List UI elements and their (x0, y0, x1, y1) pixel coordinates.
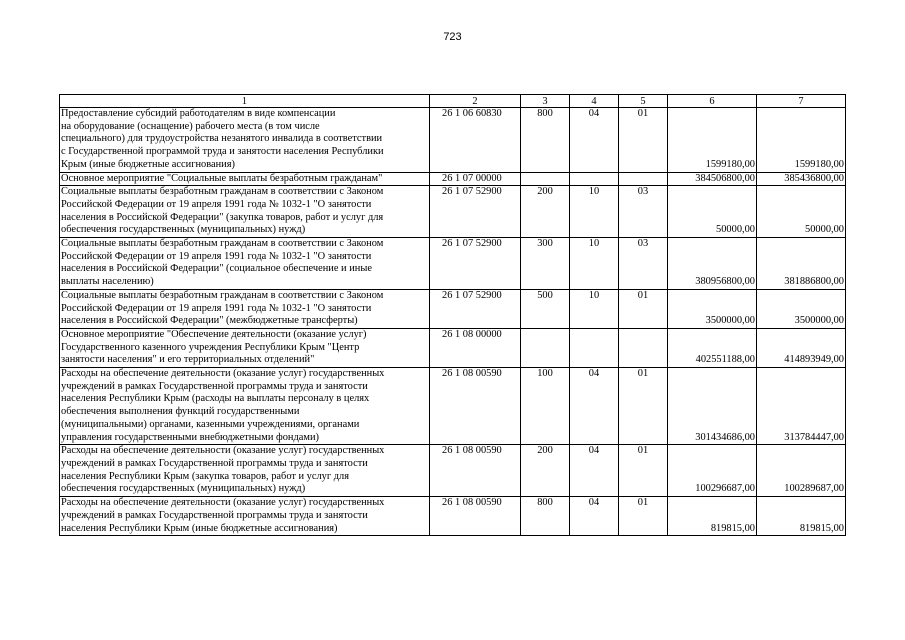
description-cell: Расходы на обеспечение деятельности (оказание услуг) государственных учреждений в рамках Государственной программы труда и занятости населения Республики Крым (иные бюджетные ассигнования) (60, 497, 430, 536)
amount-year1-cell: 50000,00 (668, 186, 757, 238)
expense-type-cell: 800 (521, 497, 570, 536)
subsection-cell: 01 (619, 289, 668, 328)
budget-code-cell: 26 1 07 00000 (430, 172, 521, 186)
subsection-cell: 01 (619, 108, 668, 173)
subsection-cell: 03 (619, 238, 668, 290)
subsection-cell: 03 (619, 186, 668, 238)
section-cell: 04 (570, 445, 619, 497)
budget-code-cell: 26 1 07 52900 (430, 238, 521, 290)
expense-type-cell (521, 172, 570, 186)
amount-year1-cell: 3500000,00 (668, 289, 757, 328)
page-number: 723 (443, 31, 462, 43)
expense-type-cell (521, 328, 570, 367)
table-row (60, 186, 846, 238)
budget-code-cell: 26 1 08 00590 (430, 368, 521, 445)
expense-type-cell: 200 (521, 445, 570, 497)
description-cell: Социальные выплаты безработным гражданам в соответствии с Законом Российской Федерации от 19 апреля 1991 года № 1032-1 "О занятости населения в Российской Федерации" (закупка товаров, работ и услуг для обеспечения государственных (муниципальных) нужд) (60, 186, 430, 238)
amount-year2-cell: 3500000,00 (757, 289, 846, 328)
amount-year1-cell: 100296687,00 (668, 445, 757, 497)
header-cell-1: 1 (60, 95, 430, 108)
header-cell-2: 2 (430, 95, 521, 108)
budget-table-body (60, 95, 846, 536)
amount-year2-cell: 381886800,00 (757, 238, 846, 290)
description-cell: Основное мероприятие "Обеспечение деятельности (оказание услуг) Государственного казенного учреждения Республики Крым "Центр занятости населения" и его территориальных отделений" (60, 328, 430, 367)
amount-year2-cell: 313784447,00 (757, 368, 846, 445)
amount-year1-cell: 819815,00 (668, 497, 757, 536)
expense-type-cell: 800 (521, 108, 570, 173)
expense-type-cell: 100 (521, 368, 570, 445)
description-cell: Основное мероприятие "Социальные выплаты безработным гражданам" (60, 172, 430, 186)
amount-year2-cell: 819815,00 (757, 497, 846, 536)
header-cell-7: 7 (757, 95, 846, 108)
budget-table (59, 94, 846, 536)
amount-year1-cell: 301434686,00 (668, 368, 757, 445)
budget-code-cell: 26 1 07 52900 (430, 186, 521, 238)
budget-code-cell: 26 1 08 00000 (430, 328, 521, 367)
amount-year2-cell: 414893949,00 (757, 328, 846, 367)
subsection-cell (619, 172, 668, 186)
expense-type-cell: 500 (521, 289, 570, 328)
description-cell: Расходы на обеспечение деятельности (оказание услуг) государственных учреждений в рамках Государственной программы труда и занятости населения Республики Крым (закупка товаров, работ и услуг для обеспечения государственных (муниципальных) нужд) (60, 445, 430, 497)
description-cell: Социальные выплаты безработным гражданам в соответствии с Законом Российской Федерации от 19 апреля 1991 года № 1032-1 "О занятости населения в Российской Федерации" (межбюджетные трансферты) (60, 289, 430, 328)
expense-type-cell: 300 (521, 238, 570, 290)
section-cell: 04 (570, 108, 619, 173)
section-cell: 10 (570, 289, 619, 328)
section-cell (570, 172, 619, 186)
section-cell (570, 328, 619, 367)
table-row (60, 238, 846, 290)
table-row (60, 108, 846, 173)
budget-code-cell: 26 1 08 00590 (430, 497, 521, 536)
table-row (60, 368, 846, 445)
section-cell: 10 (570, 186, 619, 238)
header-cell-5: 5 (619, 95, 668, 108)
description-cell: Социальные выплаты безработным гражданам в соответствии с Законом Российской Федерации от 19 апреля 1991 года № 1032-1 "О занятости населения в Российской Федерации" (социальное обеспечение и иные выплаты населению) (60, 238, 430, 290)
header-cell-6: 6 (668, 95, 757, 108)
expense-type-cell: 200 (521, 186, 570, 238)
amount-year1-cell: 402551188,00 (668, 328, 757, 367)
table-row (60, 497, 846, 536)
subsection-cell (619, 328, 668, 367)
amount-year1-cell: 380956800,00 (668, 238, 757, 290)
amount-year2-cell: 100289687,00 (757, 445, 846, 497)
subsection-cell: 01 (619, 368, 668, 445)
description-cell: Расходы на обеспечение деятельности (оказание услуг) государственных учреждений в рамках Государственной программы труда и занятости населения Республики Крым (расходы на выплаты персоналу в целях обеспечения выполнения функций государственными (муниципальными) органами, казенными учреждениями, органами управления государственными внебюджетными фондами) (60, 368, 430, 445)
subsection-cell: 01 (619, 445, 668, 497)
table-row (60, 445, 846, 497)
amount-year2-cell: 385436800,00 (757, 172, 846, 186)
header-cell-3: 3 (521, 95, 570, 108)
budget-code-cell: 26 1 07 52900 (430, 289, 521, 328)
section-cell: 04 (570, 368, 619, 445)
description-cell: Предоставление субсидий работодателям в виде компенсации на оборудование (оснащение) рабочего места (в том числе специального) для трудоустройства незанятого инвалида в соответствии с Государственной программой труда и занятости населения Республики Крым (иные бюджетные ассигнования) (60, 108, 430, 173)
budget-code-cell: 26 1 08 00590 (430, 445, 521, 497)
section-cell: 04 (570, 497, 619, 536)
amount-year2-cell: 1599180,00 (757, 108, 846, 173)
section-cell: 10 (570, 238, 619, 290)
header-cell-4: 4 (570, 95, 619, 108)
amount-year1-cell: 1599180,00 (668, 108, 757, 173)
amount-year2-cell: 50000,00 (757, 186, 846, 238)
table-row (60, 328, 846, 367)
table-row (60, 289, 846, 328)
header-row (60, 95, 846, 108)
table-row (60, 172, 846, 186)
amount-year1-cell: 384506800,00 (668, 172, 757, 186)
budget-code-cell: 26 1 06 60830 (430, 108, 521, 173)
subsection-cell: 01 (619, 497, 668, 536)
